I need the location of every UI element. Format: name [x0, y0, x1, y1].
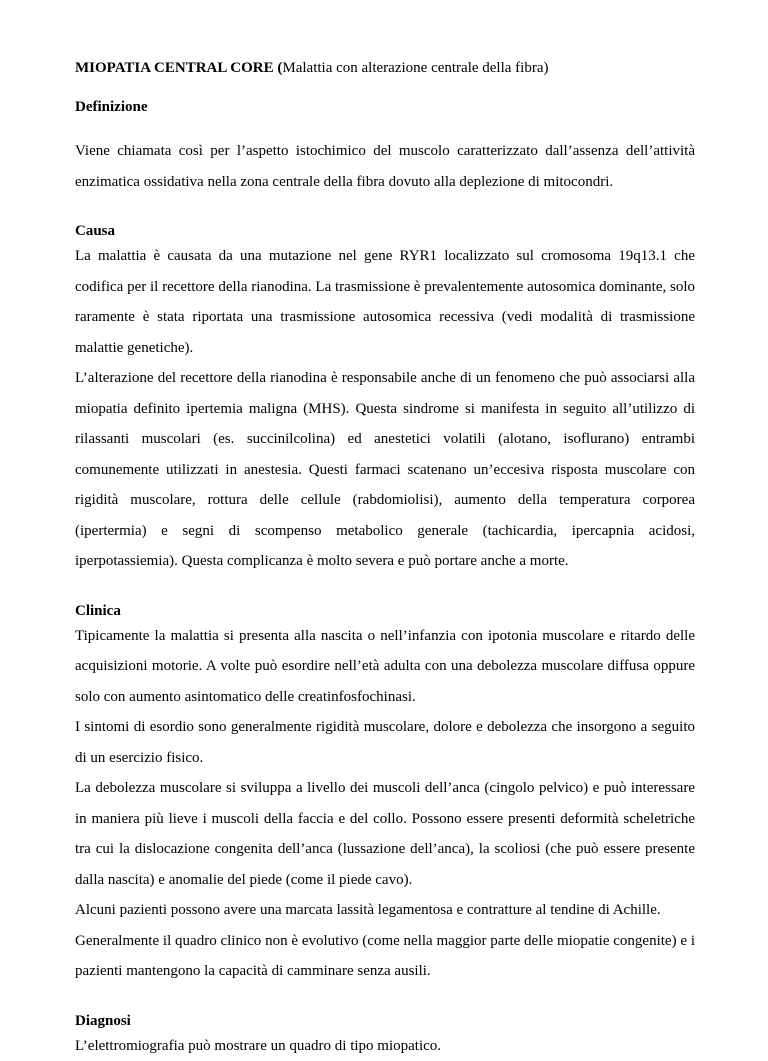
- heading-definizione: Definizione: [75, 97, 695, 117]
- title-subtitle: Malattia con alterazione centrale della fibra): [282, 60, 548, 76]
- document-title: [75, 58, 695, 78]
- clinica-paragraph-5: Generalmente il quadro clinico non è evolutivo (come nella maggior parte delle miopatie congenite) e i pazienti mantengono la capacità di camminare senza ausili.: [75, 926, 695, 987]
- clinica-paragraph-2: I sintomi di esordio sono generalmente rigidità muscolare, dolore e debolezza che insorgono a seguito di un esercizio fisico.: [75, 712, 695, 773]
- clinica-paragraph-3: La debolezza muscolare si sviluppa a livello dei muscoli dell’anca (cingolo pelvico) e può interessare in maniera più lieve i muscoli della faccia e del collo. Possono essere presenti deformità scheletriche tra cui la dislocazione congenita dell’anca (lussazione dell’anca), la scoliosi (che può essere presente dalla nascita) e anomalie del piede (come il piede cavo).: [75, 773, 695, 895]
- definizione-paragraph: Viene chiamata così per l’aspetto istochimico del muscolo caratterizzato dall’assenza dell’attività enzimatica ossidativa nella zona centrale della fibra dovuto alla deplezione di mitocondri.: [75, 136, 695, 197]
- heading-diagnosi: Diagnosi: [75, 1011, 695, 1031]
- causa-paragraph-1: La malattia è causata da una mutazione nel gene RYR1 localizzato sul cromosoma 19q13.1 che codifica per il recettore della rianodina. La trasmissione è prevalentemente autosomica dominante, solo raramente è stata riportata una trasmissione autosomica recessiva (vedi modalità di trasmissione malattie genetiche).: [75, 241, 695, 363]
- title-bold: MIOPATIA CENTRAL CORE (: [75, 60, 282, 76]
- diagnosi-paragraph: L’elettromiografia può mostrare un quadro di tipo miopatico.: [75, 1031, 695, 1061]
- document-page: [75, 58, 695, 1061]
- heading-causa: Causa: [75, 221, 695, 241]
- clinica-paragraph-1: Tipicamente la malattia si presenta alla nascita o nell’infanzia con ipotonia muscolare e ritardo delle acquisizioni motorie. A volte può esordire nell’età adulta con una debolezza muscolare diffusa oppure solo con aumento asintomatico delle creatinfosfochinasi.: [75, 621, 695, 713]
- causa-paragraph-2: L’alterazione del recettore della rianodina è responsabile anche di un fenomeno che può associarsi alla miopatia definito ipertemia maligna (MHS). Questa sindrome si manifesta in seguito all’utilizzo di rilassanti muscolari (es. succinilcolina) ed anestetici volatili (alotano, isoflurano) entrambi comunemente utilizzati in anestesia. Questi farmaci scatenano un’eccesiva risposta muscolare con rigidità muscolare, rottura delle cellule (rabdomiolisi), aumento della temperatura corporea (ipertermia) e segni di scompenso metabolico generale (tachicardia, ipercapnia acidosi, iperpotassiemia). Questa complicanza è molto severa e può portare anche a morte.: [75, 363, 695, 577]
- heading-clinica: Clinica: [75, 601, 695, 621]
- clinica-paragraph-4: Alcuni pazienti possono avere una marcata lassità legamentosa e contratture al tendine di Achille.: [75, 895, 695, 926]
